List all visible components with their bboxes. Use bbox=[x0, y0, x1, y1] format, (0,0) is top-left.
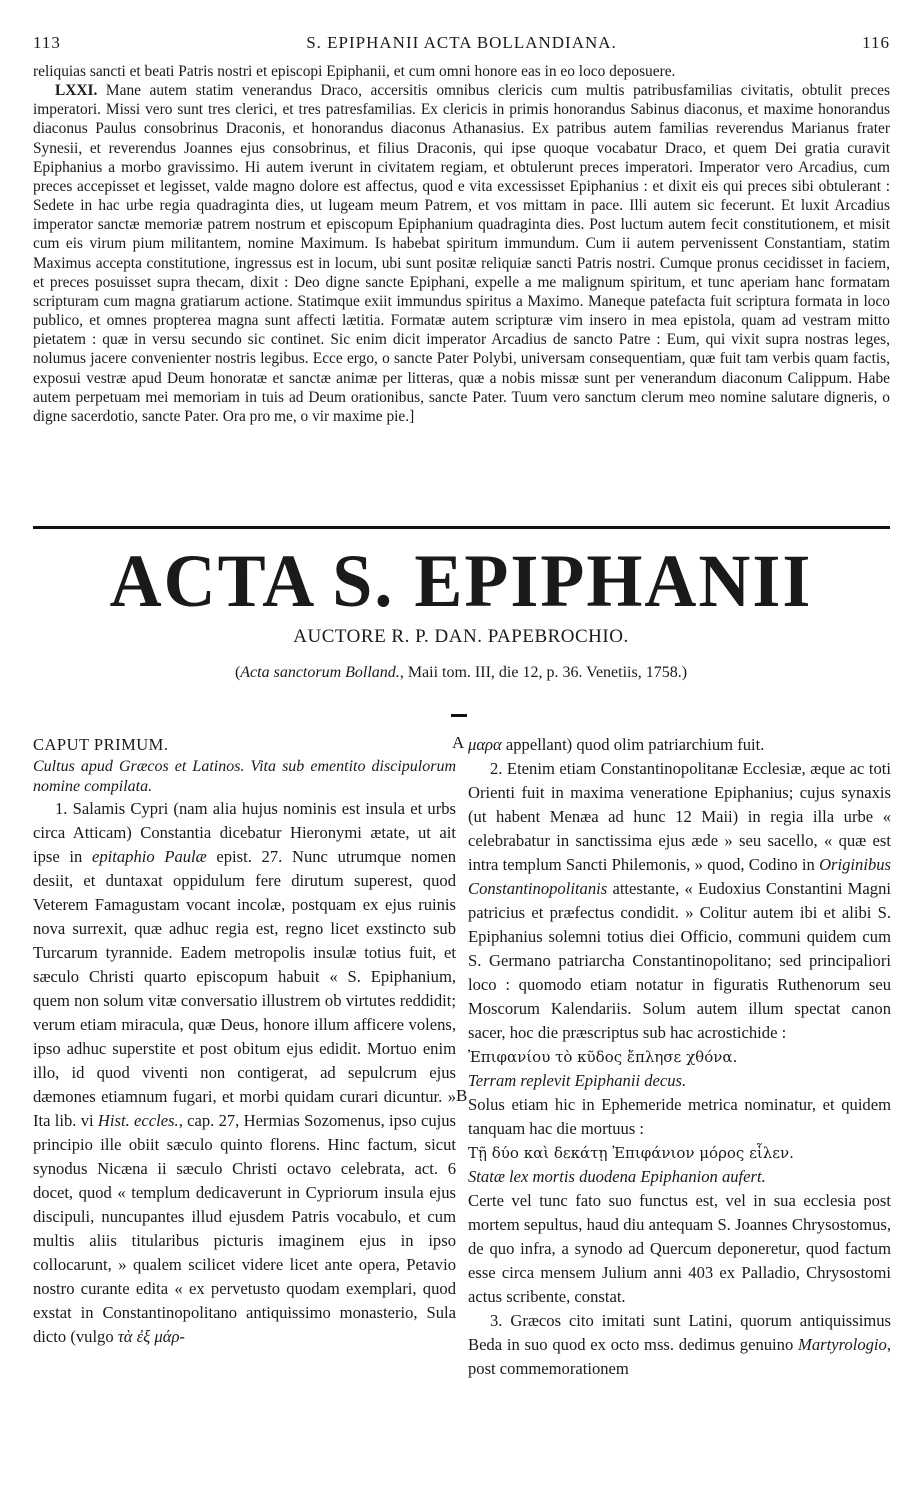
paragraph-2 bbox=[468, 757, 891, 1045]
p2-text-a: 2. Etenim etiam Constantinopolitanæ Ecclesiæ, æque ac toti Orienti fuit in maxima veneratione Epiphanius; cujus synaxis (ut habent Menæa ad hunc 12 Maii) in regia illa urbe « celebrabatur in sanctissima ejus æde » seu sacello, « quæ est intra templum Sancti Philemonis, » quod, Codino in bbox=[468, 759, 891, 874]
p1-text-a: 1. Salamis Cypri (nam alia hujus nominis est insula et urbs circa Atticam) Constantia dicebatur Hieronymi ætate, ut ait ipse in bbox=[33, 799, 456, 866]
section-body: Mane autem statim venerandus Draco, accersitis omnibus clericis cum multis patribusfamilias civitatis, obtulit preces imperatori. Missi vero sunt tres clerici, et tres patresfamilias. Ex clericis in primis honorandus Sabinus diaconus, et maxime honorandus diaconus Paulus consobrinus Draconis, et honorandus diaconus Athanasius. Ex patribus autem familias reverendus Marianus frater Synesii, et reverendus Joannes ejus consobrinus, et filius Draconis, qui ipse quoque vocabatur Draco, et quem Dei gratia curavit Epiphanius a morbo gravissimo. Hi autem iverunt in civitatem regiam, et obtulerunt preces imperatori. Imperator vero Arcadius, cum preces accepisset et legisset, valde magno dolore est affectus, quod e vita excessisset Epiphanius : et dixit eis qui preces sibi obtulerant : Sedete in hac urbe regia quadraginta dies, ut lugeam meum Patrem, et vos mittam in pace. Illi autem sic fecerunt. Et luxit Arcadius imperator sanctæ memoriæ patrem nostrum et episcopum Epiphanium quadraginta dies. Post luctum autem fecit constitutionem, et misit cum eis virum pium militantem, nomine Maximum. Is habebat spiritum immundum. Cum ii autem pervenissent Constantiam, statim Maximus accepta constitutione, ingressus est in locum, ubi sunt positæ reliquiæ sancti Patris nostri. Cumque pronus cecidisset in faciem, et preces posuisset supra thecam, dixit : Deo digne sancte Epiphani, expelle a me malignum spiritum, et tunc aperiam hanc formatam scripturam cum magna gratiarum actione. Statimque exiit immundus spiritus a Maximo. Maneque patefacta fuit scriptura formata in loco publico, et omnes propterea magna sunt affecti lætitia. Formatæ autem scripturæ vim insero in mea epistola, quam ad vestram mitto pietatem : quæ in versu secundo sic continet. Sic enim dicit imperator Arcadius de sancto Patre : Eum, qui vixit supra nostras leges, nolumus jacere convenienter nostris legibus. Ecce ergo, o sancte Pater Polybi, universam consequentiam, quæ fuit tam verbis quam factis, exposui vestræ apud Deum honoratæ et sanctæ animæ per litteras, quæ a nobis missæ sunt per venerandum diaconum Calippum. Habe autem perpetuam mei memoriam in tuis ad Deum orationibus, sancte Pater. Tuum vero sanctum clerum meo nomine salutare digneris, o digne sacerdotio, sancte Pater. Ora pro me, o vir maxime pie.] bbox=[33, 82, 890, 425]
citation-open: ( bbox=[234, 664, 241, 681]
r0-text: appellant) quod olim patriarchium fuit. bbox=[501, 735, 765, 754]
p3-text-b: , post commemorationem bbox=[468, 1335, 891, 1378]
latin-acrostic: Terram replevit Epiphanii decus. bbox=[468, 1071, 687, 1090]
page-number-left: 113 bbox=[33, 33, 61, 52]
paragraph-1 bbox=[33, 797, 456, 1349]
short-dash bbox=[451, 714, 467, 717]
margin-marker-b: B bbox=[456, 1086, 468, 1105]
section-lxxi bbox=[33, 81, 890, 426]
section-number: LXXI. bbox=[55, 82, 98, 100]
p1-greek: τὰ ἐξ μάρ- bbox=[117, 1327, 185, 1346]
previous-text-block bbox=[33, 62, 890, 426]
p2-italic: Originibus Constantinopolitanis bbox=[468, 855, 891, 898]
source-citation bbox=[0, 664, 922, 682]
p1-italic-a: epitaphio Paulæ bbox=[91, 847, 207, 866]
paragraph-2-mid: Solus etiam hic in Ephemeride metrica nominatur, et quidem tanquam hac die mortuus : bbox=[468, 1095, 891, 1138]
p3-italic: Martyrologio bbox=[798, 1335, 887, 1354]
page-title: ACTA S. EPIPHANII bbox=[109, 538, 813, 623]
citation-rest: , Maii tom. III, die 12, p. 36. Venetiis, 1758.) bbox=[399, 664, 688, 681]
paragraph-1-continued bbox=[468, 733, 891, 757]
running-title: S. EPIPHANII ACTA BOLLANDIANA. bbox=[306, 33, 617, 52]
left-column bbox=[33, 733, 456, 1349]
citation-italic: Acta sanctorum Bolland. bbox=[240, 664, 400, 681]
latin-verse: Statæ lex mortis duodena Epiphanion aufert. bbox=[468, 1167, 766, 1186]
paragraph-2-end: Certe vel tunc fato suo functus est, vel in sua ecclesia post mortem sepultus, haud diu antequam S. Joannes Chrysostomus, de quo infra, a synodo ad Quercum deponeretur, quod factum esse circa mensem Julium anni 403 ex Palladio, Chrysostomi actus scribente, constat. bbox=[468, 1191, 891, 1306]
page-number-right: 116 bbox=[862, 33, 890, 52]
p2-text-b: attestante, « Eudoxius Constantini Magni patricius et præfectus condidit. » Colitur autem ibi et alibi S. Epiphanius solemni totius diei Officio, communi quidem cum S. Germano patriarcha Constantinopolitano; sed principaliori loco : quomodo etiam notatur in figuratis Ruthenorum seu Moscorum Kalendariis. Solum autem illum spectat canon sacer, hoc die præscriptus sub hac acrostichide : bbox=[468, 879, 891, 1042]
right-column bbox=[468, 733, 891, 1381]
author-line: AUCTORE R. P. DAN. PAPEBROCHIO. bbox=[293, 626, 629, 647]
chapter-heading: CAPUT PRIMUM. bbox=[33, 735, 169, 754]
paragraph-3 bbox=[468, 1309, 891, 1381]
p3-text-a: 3. Græcos cito imitati sunt Latini, quorum antiquissimus Beda in suo quod ex octo mss. dedimus genuino bbox=[468, 1311, 891, 1354]
continuation-line: reliquias sancti et beati Patris nostri et episcopi Epiphanii, et cum omni honore eas in eo loco deposuere. bbox=[33, 63, 676, 80]
p1-italic-b: Hist. eccles. bbox=[97, 1111, 179, 1130]
p1-text-b: epist. 27. Nunc utrumque nomen desiit, et duntaxat oppidulum fere dirutum superest, quod Veterem Famagustam vocant incolæ, postquam ex ejus ruinis nova surrexit, quæ adhuc regia est, regno licet exstincto sub Turcarum tyrannide. Eadem metropolis insulæ totius fuit, et sæculo Christi quarto episcopum habuit « S. Epiphanium, quem non solum vitæ conversatio illustrem ob virtutes reddidit; verum etiam miracula, quæ Deus, honore illum afficere volens, ipso adhuc superstite et post obitum ejus edidit. Mortuo enim illo, id quod viventi non contigerat, ad sepulcrum ejus dæmones etiamnum fugari, et morbi quidam curari dicuntur. » Ita lib. vi bbox=[33, 847, 456, 1130]
running-header bbox=[33, 33, 890, 57]
r0-greek: μαρα bbox=[468, 735, 502, 754]
margin-marker-a: A bbox=[452, 733, 465, 752]
greek-acrostic: Ἐπιφανίου τὸ κῦδος ἔπλησε χθόνα. bbox=[468, 1048, 738, 1066]
chapter-summary: Cultus apud Græcos et Latinos. Vita sub ementito discipulorum nomine compilata. bbox=[33, 758, 456, 795]
p1-text-c: , cap. 27, Hermias Sozomenus, ipso cujus principio ille obiit sæculo quinto florens. Hinc factum, sicut synodus Nicæna ii sæculo Christi octavo celebrata, act. 6 docet, quod « templum dedicaverunt in Cypriorum insula ejus discipuli, nuncupantes illud ejusdem Patris vocabulo, et cum multis aliis titularibus picturis imaginem ejus in ipso collocarunt, » qualem scilicet videre licet ante opera, Petavio nostro curante edita « ex pervetusto quodam exemplari, quod exstat in Constantinopolitano antiquissimo monasterio, Sula dicto (vulgo bbox=[33, 1111, 456, 1346]
section-divider bbox=[33, 526, 890, 529]
greek-verse: Τῇ δύο καὶ δεκάτῃ Ἐπιφάνιον μόρος εἷλεν. bbox=[468, 1144, 794, 1162]
